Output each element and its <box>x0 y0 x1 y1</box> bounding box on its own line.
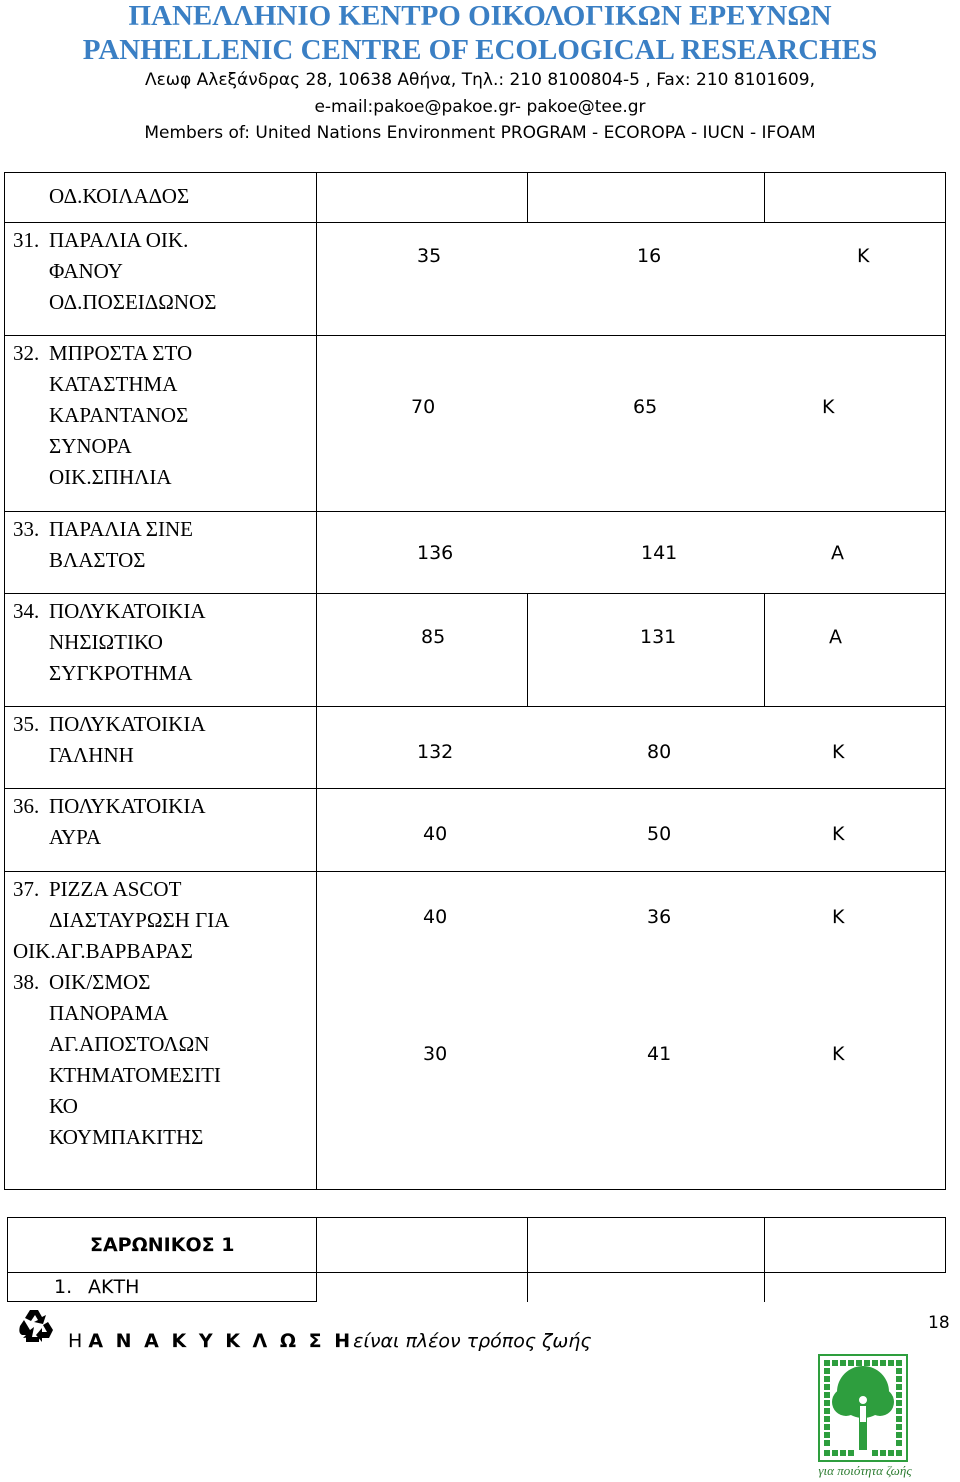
table-row <box>8 1218 946 1273</box>
value-1: 30 <box>423 1043 448 1065</box>
values-cell <box>317 512 946 594</box>
measurements-table <box>4 172 946 1190</box>
value-3: Κ <box>857 245 870 267</box>
value-cell <box>317 1273 528 1302</box>
row-number: 38. <box>13 970 40 994</box>
location-line: ΚΑΤΑΣΤΗΜΑ <box>49 372 178 396</box>
value-1: 132 <box>417 741 454 763</box>
location-line: ΟΔ.ΠΟΣΕΙΔΩΝΟΣ <box>49 290 217 314</box>
row-number: 35. <box>13 712 40 736</box>
location-cell <box>5 707 317 789</box>
email-line: e-mail:pakoe@pakoe.gr- pakoe@tee.gr <box>314 97 646 117</box>
value-2: 80 <box>647 741 672 763</box>
org-name-english: PANHELLENIC CENTRE OF ECOLOGICAL RESEARCHES <box>82 34 878 66</box>
value-2: 16 <box>637 245 662 267</box>
location-line: ΚΤΗΜΑΤΟΜΕΣΙΤΙ <box>49 1063 221 1087</box>
location-line: ΠΟΛΥΚΑΤΟΙΚΙΑ <box>49 599 206 623</box>
value-3: Α <box>831 542 844 564</box>
value-2: 131 <box>640 626 677 648</box>
location-line: ΟΙΚ/ΣΜΟΣ <box>49 970 151 994</box>
location-cell <box>5 512 317 594</box>
value-cell <box>765 1218 946 1273</box>
location-cell <box>8 1273 317 1302</box>
location-text: ΟΔ.ΚΟΙΛΑΔΟΣ <box>49 184 190 208</box>
logo-caption: για ποιότητα ζωής <box>818 1463 912 1478</box>
location-line: ΡΙΖΖΑ ASCOT <box>49 877 182 901</box>
location-line: ΜΠΡΟΣΤΑ ΣΤΟ <box>49 341 193 365</box>
values-cell <box>317 872 946 1190</box>
location-line: ΓΑΛΗΝΗ <box>49 743 134 767</box>
table-row <box>5 512 946 594</box>
address-line: Λεωφ Αλεξάνδρας 28, 10638 Αθήνα, Τηλ.: 210 8100804-5 , Fax: 210 8101609, <box>144 70 816 90</box>
values-cell <box>317 707 946 789</box>
value-cell <box>528 1218 765 1273</box>
page-number: 18 <box>928 1313 950 1333</box>
value-2: 50 <box>647 823 672 845</box>
location-line: ΚΑΡΑΝΤΑΝΟΣ <box>49 403 189 427</box>
value-cell <box>317 1218 528 1273</box>
org-name-greek: ΠΑΝΕΛΛΗΝΙΟ ΚΕΝΤΡΟ ΟΙΚΟΛΟΓΙΚΩΝ ΕΡΕΥΝΩΝ <box>128 0 832 32</box>
value-3: Κ <box>832 741 845 763</box>
value-1: 40 <box>423 906 448 928</box>
value-1: 85 <box>421 626 446 648</box>
row-number: 36. <box>13 794 40 818</box>
location-text: ΑΚΤΗ <box>88 1276 140 1298</box>
table-row <box>5 173 946 223</box>
location-line: ΟΙΚ.ΣΠΗΛΙΑ <box>49 465 172 489</box>
table-row <box>5 594 946 707</box>
value-cell <box>528 1273 765 1302</box>
table-row <box>5 872 946 1190</box>
value-2: 41 <box>647 1043 672 1065</box>
members-line: Members of: United Nations Environment PROGRAM - ECOROPA - IUCN - IFOAM <box>144 123 816 143</box>
slogan-bold: Α Ν Α Κ Υ Κ Λ Ω Σ Η <box>88 1330 354 1352</box>
location-line: ΠΑΝΟΡΑΜΑ <box>49 1001 169 1025</box>
value-1: 70 <box>411 396 436 418</box>
values-cell <box>317 223 946 336</box>
value-cell <box>528 173 765 223</box>
value-cell <box>765 1273 946 1302</box>
location-cell <box>5 594 317 707</box>
location-line: ΒΛΑΣΤΟΣ <box>49 548 146 572</box>
value-cell <box>528 594 765 707</box>
location-line: ΣΥΓΚΡΟΤΗΜΑ <box>49 661 193 685</box>
location-line: ΚΟΥΜΠΑΚΙΤΗΣ <box>49 1125 204 1149</box>
footer-slogan <box>68 1330 592 1352</box>
location-line: ΟΙΚ.ΑΓ.ΒΑΡΒΑΡΑΣ <box>13 939 193 963</box>
value-2: 141 <box>641 542 678 564</box>
value-cell <box>765 173 946 223</box>
location-line: ΠΟΛΥΚΑΤΟΙΚΙΑ <box>49 794 206 818</box>
value-3: Κ <box>832 823 845 845</box>
row-number: 34. <box>13 599 40 623</box>
value-cell <box>765 594 946 707</box>
value-3: Κ <box>832 906 845 928</box>
value-1: 40 <box>423 823 448 845</box>
slogan-italic: είναι πλέον τρόπος ζωής <box>353 1330 592 1352</box>
recycle-icon <box>14 1306 58 1346</box>
location-line: ΑΓ.ΑΠΟΣΤΟΛΩΝ <box>49 1032 210 1056</box>
location-line: ΔΙΑΣΤΑΥΡΩΣΗ ΓΙΑ <box>49 908 230 932</box>
row-number: 33. <box>13 517 40 541</box>
table-row <box>5 336 946 512</box>
location-cell <box>5 173 317 223</box>
saronikos-table <box>7 1217 946 1302</box>
table-row <box>5 223 946 336</box>
value-2: 65 <box>633 396 658 418</box>
values-cell <box>317 336 946 512</box>
value-3: Κ <box>832 1043 845 1065</box>
location-line: ΦΑΝΟΥ <box>49 259 123 283</box>
row-number: 37. <box>13 877 40 901</box>
row-number: 1. <box>54 1276 73 1298</box>
value-3: Κ <box>822 396 835 418</box>
values-cell <box>317 789 946 872</box>
value-1: 35 <box>417 245 442 267</box>
location-line: ΠΑΡΑΛΙΑ ΣΙΝΕ <box>49 517 193 541</box>
table-row <box>5 707 946 789</box>
value-2: 36 <box>647 906 672 928</box>
row-number: 32. <box>13 341 40 365</box>
location-line: ΚΟ <box>49 1094 78 1118</box>
location-line: ΑΥΡΑ <box>49 825 102 849</box>
row-number: 31. <box>13 228 40 252</box>
slogan-prefix: Η <box>68 1330 83 1352</box>
value-cell <box>317 173 528 223</box>
value-cell <box>317 594 528 707</box>
section-title: ΣΑΡΩΝΙΚΟΣ 1 <box>8 1218 317 1273</box>
location-line: ΠΑΡΑΛΙΑ ΟΙΚ. <box>49 228 189 252</box>
location-cell <box>5 872 317 1190</box>
location-cell <box>5 789 317 872</box>
location-line: ΠΟΛΥΚΑΤΟΙΚΙΑ <box>49 712 206 736</box>
tree-logo-icon <box>818 1354 908 1462</box>
value-1: 136 <box>417 542 454 564</box>
location-cell <box>5 223 317 336</box>
location-line: ΣΥΝΟΡΑ <box>49 434 132 458</box>
location-line: ΝΗΣΙΩΤΙΚΟ <box>49 630 163 654</box>
value-3: Α <box>829 626 842 648</box>
location-cell <box>5 336 317 512</box>
table-row <box>5 789 946 872</box>
table-row <box>8 1273 946 1302</box>
